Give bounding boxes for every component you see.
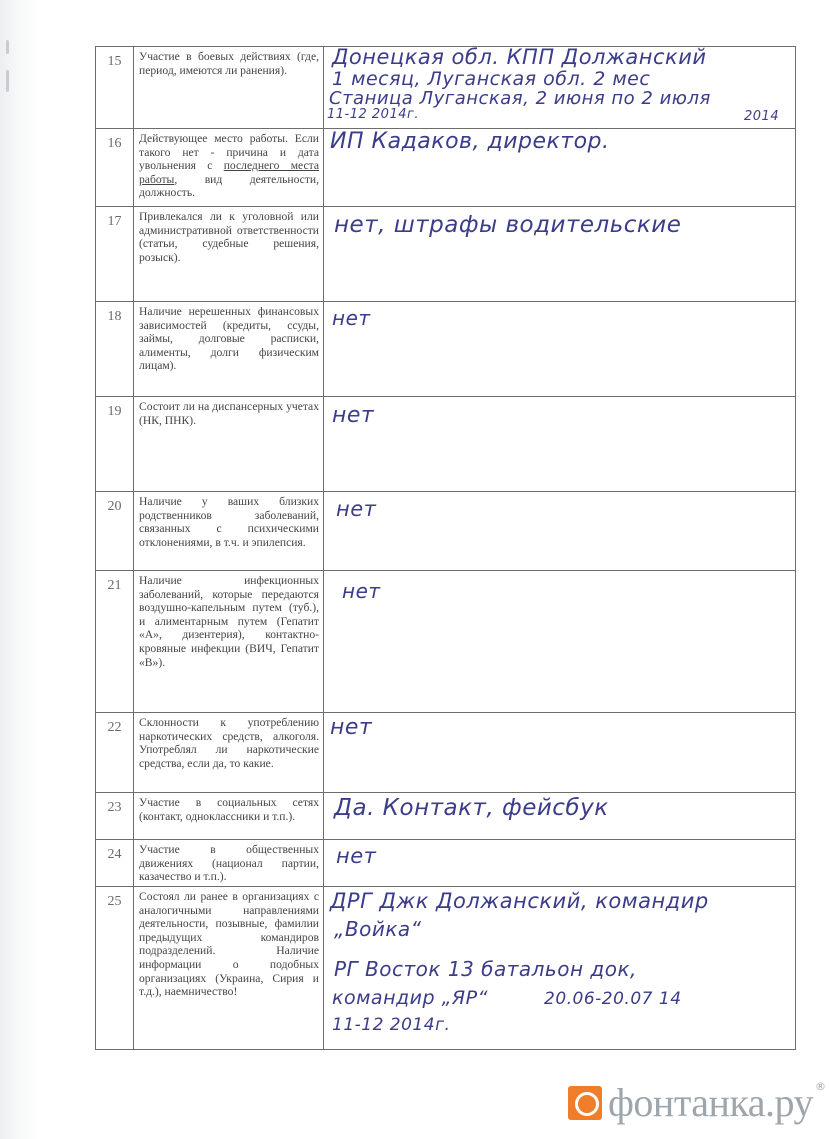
row-number: 24	[96, 840, 134, 887]
row-number: 18	[96, 302, 134, 397]
row-number: 21	[96, 571, 134, 713]
answer-cell	[324, 840, 796, 887]
handwritten-answer: Станица Луганская, 2 июня по 2 июля	[329, 88, 711, 109]
handwritten-answer: нет	[332, 403, 375, 428]
handwritten-answer: 2014	[744, 109, 780, 124]
answer-cell	[324, 129, 796, 207]
handwritten-answer: ДРГ Джк Должанский, командир	[330, 889, 709, 913]
answer-cell	[324, 713, 796, 793]
row-number: 16	[96, 129, 134, 207]
scan-edge-shadow	[0, 0, 40, 1139]
scan-artifact	[6, 40, 9, 54]
row-number: 23	[96, 793, 134, 840]
question-cell: Участие в общественных движениях (национал партии, казачество и т.п.).	[134, 840, 324, 887]
scan-artifact	[6, 70, 9, 92]
row-number: 22	[96, 713, 134, 793]
question-cell: Участие в боевых действиях (где, период, имеются ли ранения).	[134, 47, 324, 129]
handwritten-answer: нет, штрафы водительские	[334, 212, 682, 238]
handwritten-answer: ИП Кадаков, директор.	[330, 129, 610, 154]
handwritten-answer: нет	[332, 306, 371, 330]
fontanka-watermark-logo	[568, 1080, 828, 1128]
answer-cell	[324, 207, 796, 302]
handwritten-answer: нет	[336, 844, 377, 868]
handwritten-answer: РГ Восток 13 батальон док,	[334, 957, 637, 981]
table-row	[96, 887, 796, 1050]
handwritten-answer: Да. Контакт, фейсбук	[334, 795, 609, 821]
answer-cell	[324, 492, 796, 571]
row-number: 25	[96, 887, 134, 1050]
brand-name: фонтанка.ру	[608, 1080, 814, 1125]
row-number: 20	[96, 492, 134, 571]
answer-cell	[324, 887, 796, 1050]
handwritten-answer: 11-12 2014г.	[327, 107, 419, 122]
row-number: 15	[96, 47, 134, 129]
question-cell: Привлекался ли к уголовной или административной ответственности (статьи, судебные решения, розыск).	[134, 207, 324, 302]
handwritten-answer: нет	[330, 715, 373, 740]
question-cell	[134, 129, 324, 207]
handwritten-answer: 1 месяц, Луганская обл. 2 мес	[332, 68, 651, 90]
question-underlined-text: последнего места работы	[139, 159, 319, 186]
questionnaire-table	[95, 46, 796, 1050]
handwritten-answer: нет	[336, 497, 377, 521]
question-cell: Состоит ли на диспансерных учетах (НК, ПНК).	[134, 397, 324, 492]
answer-cell	[324, 793, 796, 840]
table-row	[96, 397, 796, 492]
question-text: , вид деятельности, должность.	[139, 172, 319, 200]
question-cell: Склонности к употреблению наркотических средств, алкоголя. Употреблял ли наркотические средства, если да, то какие.	[134, 713, 324, 793]
question-cell: Наличие нерешенных финансовых зависимостей (кредиты, ссуды, займы, долговые расписки, алименты, долги физическим лицам).	[134, 302, 324, 397]
answer-cell	[324, 571, 796, 713]
handwritten-answer: 20.06-20.07 14	[544, 989, 682, 1009]
table-row	[96, 492, 796, 571]
table-row	[96, 793, 796, 840]
handwritten-answer: командир „ЯР“	[332, 987, 488, 1009]
table-row	[96, 47, 796, 129]
table-row	[96, 840, 796, 887]
table-row	[96, 207, 796, 302]
handwritten-answer: 11-12 2014г.	[332, 1015, 451, 1035]
table-row	[96, 571, 796, 713]
question-text: Действующее место работы. Если такого нет - причина и дата увольнения с	[139, 132, 319, 173]
registered-mark: ®	[815, 1080, 826, 1093]
question-cell: Наличие у ваших близких родственников заболеваний, связанных с психическими отклонениями, в т.ч. и эпилепсия.	[134, 492, 324, 571]
row-number: 19	[96, 397, 134, 492]
answer-cell	[324, 397, 796, 492]
row-number: 17	[96, 207, 134, 302]
answer-cell	[324, 302, 796, 397]
handwritten-answer: нет	[342, 579, 381, 603]
answer-cell	[324, 47, 796, 129]
handwritten-answer: „Войка“	[334, 917, 422, 941]
question-cell: Участие в социальных сетях (контакт, одноклассники и т.п.).	[134, 793, 324, 840]
table-row	[96, 302, 796, 397]
table-row	[96, 713, 796, 793]
fontanka-logo-icon	[568, 1086, 602, 1120]
question-cell: Наличие инфекционных заболеваний, которые передаются воздушно-капельным путем (туб.), и алиментарным путем (Гепатит «А», дизентерия), контактно-кровяные инфекции (ВИЧ, Гепатит «В»).	[134, 571, 324, 713]
question-cell: Состоял ли ранее в организациях с аналогичными направлениями деятельности, позывные, фамилии предыдущих командиров подразделений. Наличие информации о подобных организациях (Украина, Сирия и т.д.), наемничество!	[134, 887, 324, 1050]
table-row	[96, 129, 796, 207]
handwritten-answer: Донецкая обл. КПП Должанский	[332, 45, 707, 69]
